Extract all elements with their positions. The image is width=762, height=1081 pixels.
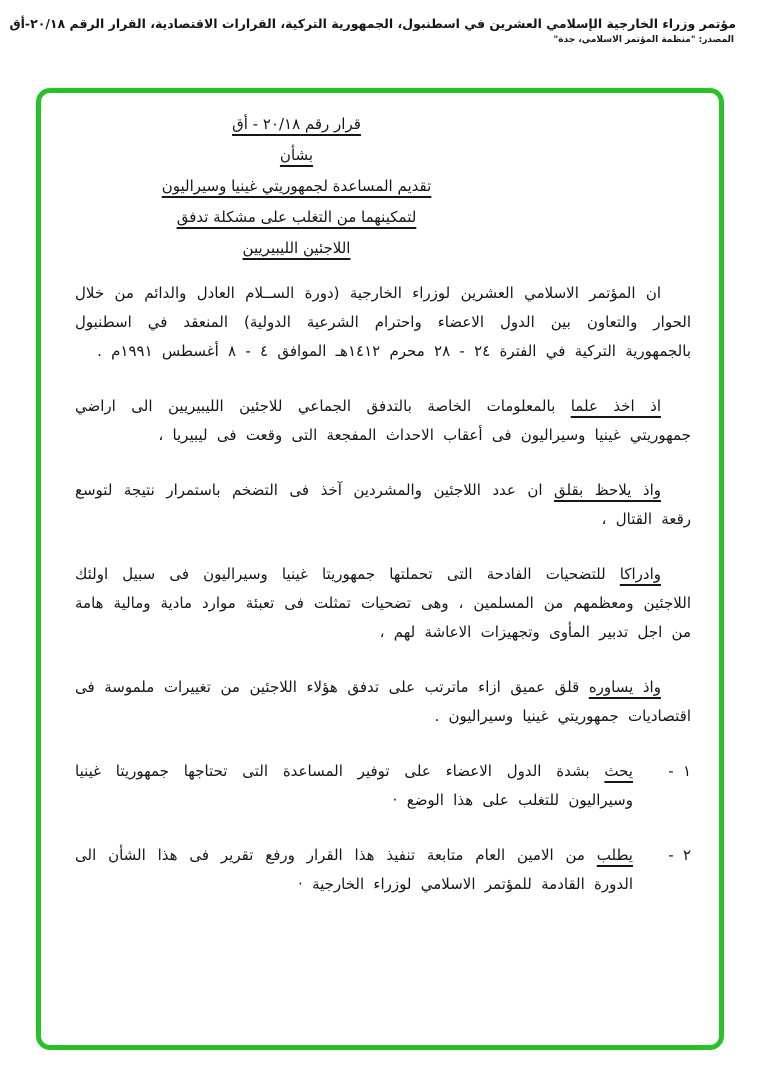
operative-item-1-number: ١ - xyxy=(668,762,691,780)
resolution-title-line-1 xyxy=(124,171,469,202)
preamble-paragraph-2 xyxy=(75,392,691,450)
resolution-subject-word xyxy=(124,140,469,171)
preamble-paragraph-4 xyxy=(75,560,691,647)
preamble-paragraph-1-text: ان المؤتمر الاسلامي العشرين لوزراء الخارجية (دورة الســلام العادل والدائم من خلال الحوار والتعاون بين الدول الاعضاء واحترام الشرعية الدولية) المنعقد في اسطنبول بالجمهورية التركية في الفترة ٢٤ - ٢٨ محرم ١٤١٢هـ الموافق ٤ - ٨ أغسطس ١٩٩١م . xyxy=(75,284,691,360)
resolution-title-line-2-text: لتمكينهما من التغلب على مشكلة تدفق xyxy=(176,208,417,226)
preamble-paragraph-3 xyxy=(75,476,691,534)
operative-item-2-lead: يطلب xyxy=(596,846,633,864)
preamble-paragraph-3-text: ان عدد اللاجئين والمشردين آخذ فى التضخم باستمرار نتيجة لتوسع رقعة القتال ، xyxy=(75,481,691,528)
resolution-title-line-3-text: اللاجئين الليبيريين xyxy=(242,239,351,257)
document-source-note: المصدر: "منظمة المؤتمر الاسلامي، جدة" xyxy=(553,35,734,45)
document-border-frame xyxy=(36,88,724,1050)
operative-item-2-body xyxy=(75,841,633,899)
operative-item-1-text: بشدة الدول الاعضاء على توفير المساعدة التى تحتاجها جمهوريتا غينيا وسيراليون للتغلب على هذا الوضع · xyxy=(75,762,633,809)
preamble-paragraph-4-text: للتضحيات الفادحة التى تحملتها جمهوريتا غينيا وسيراليون فى سبيل اولئك اللاجئين ومعظمهم من المسلمين ، وهى تضحيات تمثلت فى تعبئة موارد مادية ومالية هامة من اجل تدبير المأوى وتجهيزات الاعاشة لهم ، xyxy=(75,565,691,641)
preamble-paragraph-3-lead: واذ يلاحظ بقلق xyxy=(554,481,661,499)
operative-item-2-number: ٢ - xyxy=(668,846,691,864)
preamble-paragraph-2-text: بالمعلومات الخاصة بالتدفق الجماعي للاجئين الليبيريين الى اراضي جمهوريتي غينيا وسيراليون فى أعقاب الاحداث المفجعة التى وقعت فى ليبيريا ، xyxy=(75,397,691,444)
resolution-number-text: قرار رقم ٢٠/١٨ - أق xyxy=(232,115,361,133)
resolution-title-line-2 xyxy=(124,202,469,233)
operative-item-2-text: من الامين العام متابعة تنفيذ هذا القرار ورفع تقرير فى هذا الشأن الى الدورة القادمة للمؤتمر الاسلامي لوزراء الخارجية · xyxy=(75,846,633,893)
preamble-paragraph-2-lead: اذ اخذ علما xyxy=(570,397,661,415)
resolution-title-line-1-text: تقديم المساعدة لجمهوريتي غينيا وسيراليون xyxy=(161,177,432,195)
resolution-title-line-3 xyxy=(124,233,469,264)
operative-item-2 xyxy=(75,841,691,899)
resolution-title-block xyxy=(124,109,469,264)
resolution-subject-word-text: بشأن xyxy=(279,146,314,164)
resolution-number-line xyxy=(124,109,469,140)
preamble-paragraph-5-lead: واذ يساوره xyxy=(588,678,661,696)
preamble-paragraph-5 xyxy=(75,673,691,731)
operative-item-1 xyxy=(75,757,691,815)
operative-item-1-body xyxy=(75,757,633,815)
preamble-paragraph-1 xyxy=(75,279,691,366)
preamble-paragraph-5-text: قلق عميق ازاء ماترتب على تدفق هؤلاء اللاجئين من تغييرات ملموسة فى اقتصاديات جمهوريتي غينيا وسيراليون . xyxy=(75,678,691,725)
preamble-paragraph-4-lead: وادراكا xyxy=(619,565,661,583)
operative-item-1-lead: يحث xyxy=(604,762,633,780)
document-header-citation: مؤتمر وزراء الخارجية الإسلامي العشرين في اسطنبول، الجمهورية التركية، القرارات الاقتصادية، القرار الرقم ٢٠/١٨-أق xyxy=(9,16,736,31)
